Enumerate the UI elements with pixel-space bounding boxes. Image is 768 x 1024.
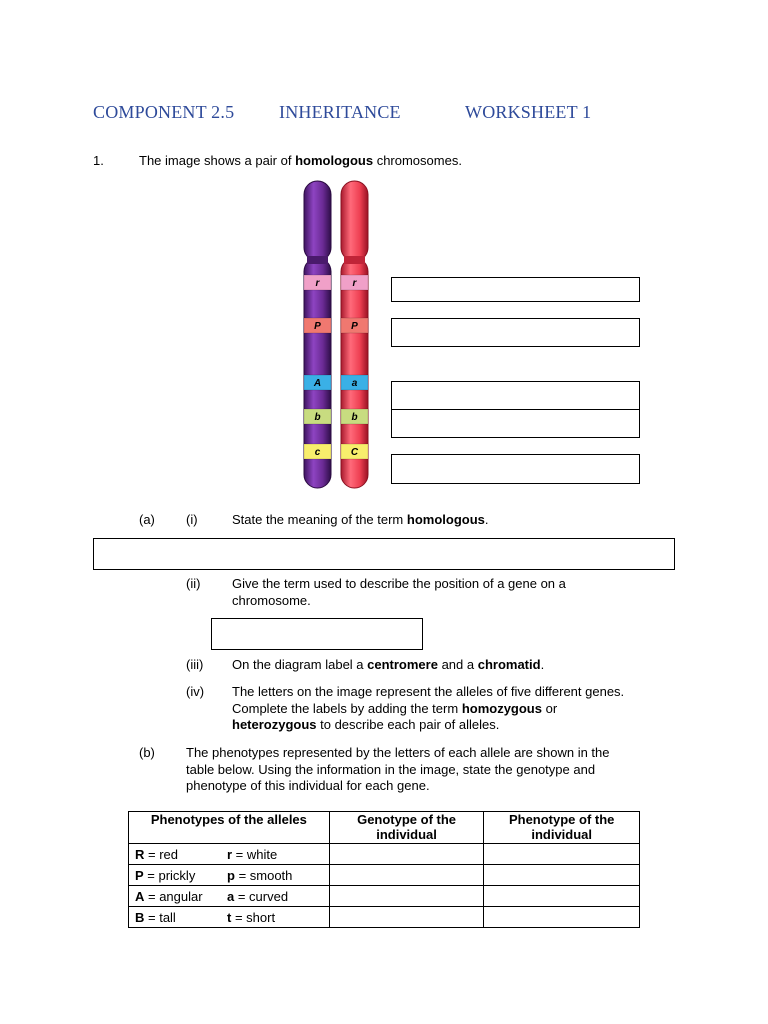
dominant-allele: A	[135, 888, 145, 904]
recessive-allele: r	[227, 846, 233, 862]
question-intro: The image shows a pair of homologous chromosomes.	[139, 153, 462, 168]
recessive-allele: p	[227, 867, 235, 883]
recessive-allele: t	[227, 909, 232, 925]
header-phenotypes-of-alleles: Phenotypes of the alleles	[129, 812, 330, 844]
label-box-c[interactable]	[391, 454, 640, 484]
label-box-b[interactable]	[391, 409, 640, 438]
table-row	[129, 844, 640, 865]
table-row	[129, 886, 640, 907]
label-box-p[interactable]	[391, 318, 640, 347]
recessive-phenotype: = curved	[234, 888, 289, 904]
part-a-iv-text: The letters on the image represent the alleles of five different genes. Complete the labels by adding the term homozygous or heterozygous to describe each pair of alleles.	[232, 684, 625, 732]
left-allele-letter: A	[313, 378, 322, 389]
right-chromatid	[341, 181, 368, 488]
genotype-cell[interactable]	[329, 886, 484, 907]
dominant-allele: P	[135, 867, 144, 883]
part-a-label: (a)	[139, 512, 155, 527]
allele-phenotypes-cell	[129, 865, 330, 886]
table-header-row	[129, 812, 640, 844]
table-row	[129, 865, 640, 886]
part-a-i-text: State the meaning of the term homologous.	[232, 512, 489, 527]
genotype-cell[interactable]	[329, 907, 484, 928]
topic-title: INHERITANCE	[279, 102, 401, 122]
left-allele-letter: r	[315, 278, 320, 289]
phenotype-cell[interactable]	[484, 907, 640, 928]
part-b-label: (b)	[139, 745, 155, 760]
allele-phenotypes-cell	[129, 886, 330, 907]
genotype-cell[interactable]	[329, 865, 484, 886]
header-genotype: Genotype of the individual	[329, 812, 484, 844]
part-a-iii-number: (iii)	[186, 657, 204, 672]
dominant-allele: R	[135, 846, 145, 862]
right-allele-letter: r	[352, 278, 357, 289]
label-box-r[interactable]	[391, 277, 640, 302]
phenotype-cell[interactable]	[484, 844, 640, 865]
dominant-phenotype: = prickly	[143, 867, 196, 883]
homologous-chromosomes-diagram	[290, 176, 380, 492]
left-allele-letter: c	[314, 447, 321, 458]
part-a-iii-text: On the diagram label a centromere and a chromatid.	[232, 657, 545, 672]
recessive-phenotype: = short	[231, 909, 276, 925]
part-a-iv-number: (iv)	[186, 684, 205, 699]
header-phenotype: Phenotype of the individual	[484, 812, 640, 844]
part-b-text: The phenotypes represented by the letters of each allele are shown in the table below. Using the information in the image, state the genotype and phenotype of this individual for each gene.	[186, 745, 610, 793]
table-row	[129, 907, 640, 928]
allele-phenotypes-cell	[129, 907, 330, 928]
recessive-phenotype: = smooth	[234, 867, 293, 883]
recessive-phenotype: = white	[232, 846, 278, 862]
right-allele-letter: a	[351, 378, 358, 389]
answer-box-homologous[interactable]	[93, 538, 675, 570]
left-allele-letter: P	[314, 321, 321, 332]
part-a-ii-text: Give the term used to describe the position of a gene on a chromosome.	[232, 576, 566, 608]
left-allele-letter: b	[314, 412, 321, 423]
worksheet-title: WORKSHEET 1	[465, 102, 592, 122]
right-allele-letter: C	[350, 447, 359, 458]
part-a-i-number: (i)	[186, 512, 198, 527]
right-allele-letter: P	[351, 321, 358, 332]
dominant-allele: B	[135, 909, 145, 925]
alleles-table	[128, 811, 640, 928]
phenotype-cell[interactable]	[484, 886, 640, 907]
question-number: 1.	[93, 153, 104, 168]
phenotype-cell[interactable]	[484, 865, 640, 886]
allele-phenotypes-cell	[129, 844, 330, 865]
genotype-cell[interactable]	[329, 844, 484, 865]
right-allele-letter: b	[351, 412, 358, 423]
answer-box-locus[interactable]	[211, 618, 423, 650]
label-box-a[interactable]	[391, 381, 640, 410]
right-centromere	[344, 256, 365, 264]
dominant-phenotype: = angular	[144, 888, 203, 904]
component-title: COMPONENT 2.5	[93, 102, 235, 122]
part-a-ii-number: (ii)	[186, 576, 201, 591]
dominant-phenotype: = tall	[144, 909, 176, 925]
left-chromatid	[304, 181, 331, 488]
left-centromere	[307, 256, 328, 264]
recessive-allele: a	[227, 888, 235, 904]
dominant-phenotype: = red	[144, 846, 178, 862]
